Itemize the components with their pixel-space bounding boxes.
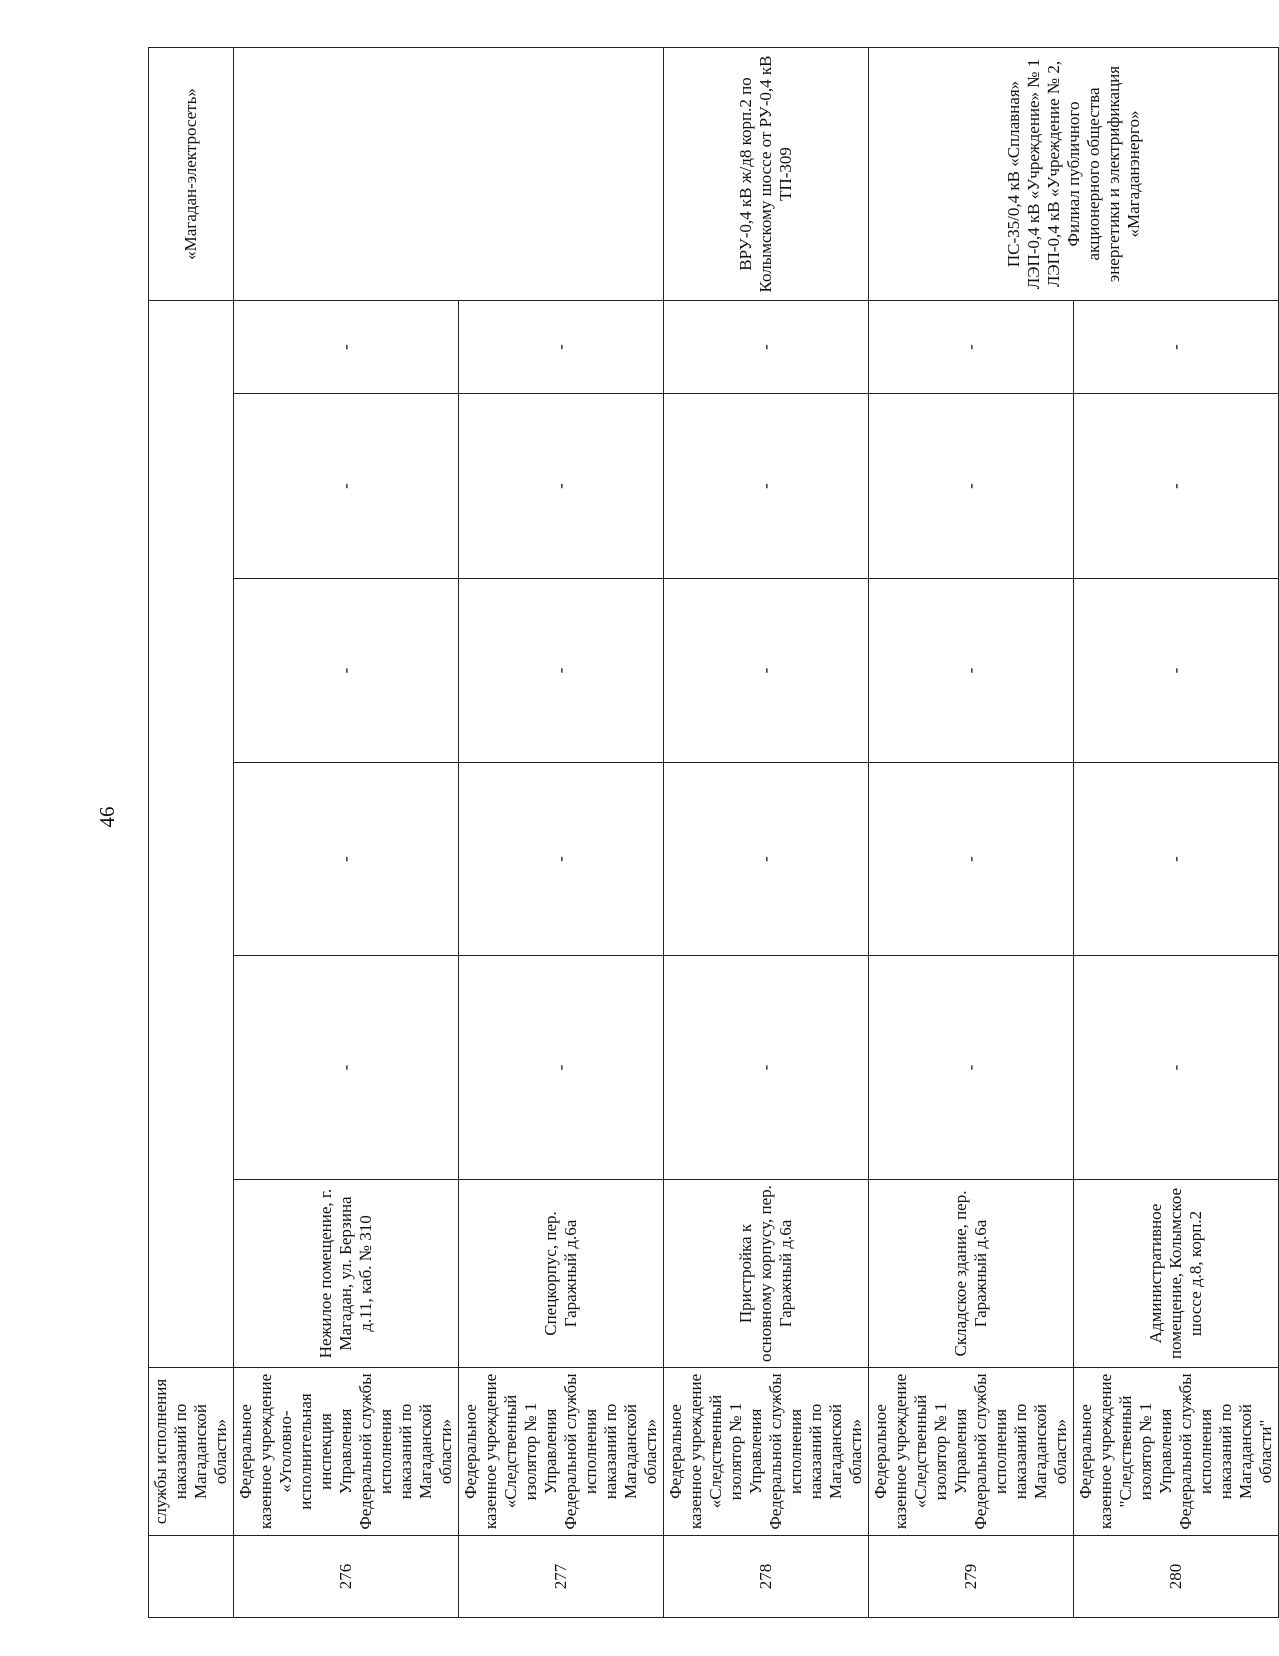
cell-value: -	[664, 956, 869, 1180]
cell-grid-org: «Магадан-электросеть»	[149, 48, 234, 301]
cell-organization: Федеральное казенное учреждение «Следственный изолятор № 1 Управления Федеральной службы исполнения наказаний по Магаданской области»	[869, 1368, 1074, 1536]
cell-value: -	[869, 394, 1074, 579]
cell-organization: Федеральное казенное учреждение «Уголовно-исполнительная инспекция Управления Федеральной службы исполнения наказаний по Магаданской области»	[234, 1368, 459, 1536]
page-number: 46	[94, 806, 119, 828]
rotated-table-container	[148, 48, 1275, 1618]
registry-table	[148, 47, 1279, 1618]
cell-number: 280	[1074, 1536, 1279, 1618]
registry-table-frame	[148, 48, 1275, 1618]
cell-grid-connection: ВРУ-0,4 кВ ж/д8 корп.2 по Колымскому шоссе от РУ-0,4 кВ ТП-309	[664, 48, 869, 301]
cell-value: -	[869, 579, 1074, 763]
table-row	[869, 48, 1074, 1618]
cell-value: -	[234, 579, 459, 763]
cell-value: -	[234, 763, 459, 956]
cell-value: -	[869, 956, 1074, 1180]
cell-object-address: Спецкорпус, пер. Гаражный д.6а	[459, 1180, 664, 1368]
cell-organization: Федеральное казенное учреждение «Следственный изолятор № 1 Управления Федеральной службы исполнения наказаний по Магаданской области»	[664, 1368, 869, 1536]
cell-value: -	[869, 301, 1074, 394]
cell-value: -	[1074, 394, 1279, 579]
cell-value: -	[664, 394, 869, 579]
cell-number: 278	[664, 1536, 869, 1618]
cell-value: -	[234, 956, 459, 1180]
cell-number	[149, 1536, 234, 1618]
cell-organization: Федеральное казенное учреждение "Следственный изолятор № 1 Управления Федеральной службы исполнения наказаний по Магаданской области"	[1074, 1368, 1279, 1536]
table-row	[664, 48, 869, 1618]
cell-value: -	[869, 763, 1074, 956]
cell-object-address: Нежилое помещение, г. Магадан, ул. Берзина д.11, каб. № 310	[234, 1180, 459, 1368]
cell-value: -	[1074, 579, 1279, 763]
table-row	[234, 48, 459, 1618]
cell-object-address: Административное помещение, Колымское шоссе д.8, корп.2	[1074, 1180, 1279, 1368]
cell-value: -	[234, 301, 459, 394]
cell-object-address: Складское здание, пер. Гаражный д.6а	[869, 1180, 1074, 1368]
cell-value: -	[234, 394, 459, 579]
cell-value: -	[1074, 763, 1279, 956]
cell-value: -	[1074, 956, 1279, 1180]
cell-value: -	[459, 394, 664, 579]
cell-value: -	[664, 763, 869, 956]
cell-grid-connection	[234, 48, 664, 301]
cell-number: 277	[459, 1536, 664, 1618]
cell-empty-span	[149, 301, 234, 1368]
cell-value: -	[459, 579, 664, 763]
cell-organization: Федеральное казенное учреждение «Следственный изолятор № 1 Управления Федеральной службы исполнения наказаний по Магаданской области»	[459, 1368, 664, 1536]
cell-number: 276	[234, 1536, 459, 1618]
cell-organization: службы исполнения наказаний по Магаданской области»	[149, 1368, 234, 1536]
cell-value: -	[664, 579, 869, 763]
cell-value: -	[459, 763, 664, 956]
cell-number: 279	[869, 1536, 1074, 1618]
cell-value: -	[459, 956, 664, 1180]
cell-object-address: Пристройка к основному корпусу, пер. Гаражный д.6а	[664, 1180, 869, 1368]
cell-value: -	[664, 301, 869, 394]
cell-value: -	[459, 301, 664, 394]
table-row-continuation	[149, 48, 234, 1618]
cell-value: -	[1074, 301, 1279, 394]
cell-grid-connection: ПС-35/0,4 кВ «Сплавная» ЛЭП-0,4 кВ «Учреждение» № 1 ЛЭП-0,4 кВ «Учреждение № 2, Филиал публичного акционерного общества энергетики и электрификация «Магаданэнерго»	[869, 48, 1279, 301]
